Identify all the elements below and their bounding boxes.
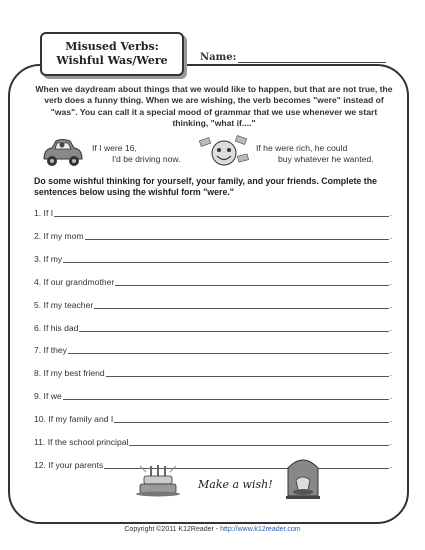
name-blank-line[interactable] xyxy=(238,52,386,63)
example-1-line-2: I'd be driving now. xyxy=(112,154,181,164)
sentence-period: . xyxy=(389,414,392,425)
sentence-period: . xyxy=(389,459,392,470)
answer-blank-line[interactable] xyxy=(106,368,389,377)
sentence-period: . xyxy=(389,208,392,218)
sentence-item xyxy=(34,229,392,241)
sentence-item xyxy=(34,252,392,264)
sentence-item xyxy=(34,206,392,218)
answer-blank-line[interactable] xyxy=(54,208,389,217)
answer-blank-line[interactable] xyxy=(85,231,389,240)
sentence-period: . xyxy=(389,345,392,356)
make-a-wish-text: Make a wish! xyxy=(198,478,273,491)
sentence-item xyxy=(34,321,392,333)
sentence-period: . xyxy=(389,322,392,333)
sentence-prompt: 1. If I xyxy=(34,208,54,218)
example-2-line-2: buy whatever he wanted. xyxy=(278,154,374,164)
sentence-period: . xyxy=(389,368,392,379)
name-label: Name: xyxy=(200,52,237,63)
sentence-prompt: 3. If my xyxy=(34,253,63,264)
sentence-item xyxy=(34,435,392,447)
sentence-item xyxy=(34,389,392,401)
answer-blank-line[interactable] xyxy=(63,254,388,263)
answer-blank-line[interactable] xyxy=(115,277,388,286)
examples-row xyxy=(0,135,425,171)
sentence-prompt: 6. If his dad xyxy=(34,322,79,333)
sentence-period: . xyxy=(389,437,392,447)
sentence-period: . xyxy=(389,276,392,287)
sentence-item xyxy=(34,275,392,287)
sentence-period: . xyxy=(389,391,392,402)
sentence-item xyxy=(34,412,392,424)
sentence-prompt: 12. If your parents xyxy=(34,459,104,470)
money-face-icon xyxy=(198,135,250,171)
sentence-prompt: 9. If we xyxy=(34,391,62,402)
sentence-prompt: 8. If my best friend xyxy=(34,368,105,379)
sentence-item xyxy=(34,366,392,378)
example-1-line-1: If I were 16, xyxy=(92,143,137,153)
intro-paragraph: When we daydream about things that we would like to happen, but that are not true, the verb does a funny thing. When we are wishing, the verb becomes "were" instead of "was". You can call it a special mood of grammar that we use whenever we start thinking, "what if...." xyxy=(35,84,393,129)
sentence-prompt: 5. If my teacher xyxy=(34,299,94,310)
birthday-cake-icon xyxy=(132,462,184,498)
answer-blank-line[interactable] xyxy=(68,345,389,354)
answer-blank-line[interactable] xyxy=(114,414,388,423)
example-2-line-1: If he were rich, he could xyxy=(256,143,348,153)
answer-blank-line[interactable] xyxy=(129,437,388,446)
copyright-line xyxy=(0,526,425,533)
sentence-prompt: 7. If they xyxy=(34,345,67,356)
title-line-2: Wishful Was/Were xyxy=(56,54,168,67)
title-line-1: Misused Verbs: xyxy=(65,40,159,53)
k12reader-link[interactable]: http://www.k12reader.com xyxy=(220,526,301,533)
sentence-item xyxy=(34,343,392,355)
sentence-period: . xyxy=(389,253,392,264)
sentence-period: . xyxy=(389,299,392,310)
worksheet-title-box xyxy=(40,32,184,76)
answer-blank-line[interactable] xyxy=(79,323,388,332)
answer-blank-line[interactable] xyxy=(94,300,388,309)
sentence-item xyxy=(34,458,392,470)
instructions: Do some wishful thinking for yourself, your family, and your friends. Complete the sentences below using the wishful form "were." xyxy=(34,176,377,197)
worksheet-frame xyxy=(8,64,409,524)
sentence-prompt: 10. If my family and I xyxy=(34,414,114,425)
copyright-text: Copyright ©2011 K12Reader - xyxy=(124,526,221,533)
genie-lamp-icon xyxy=(282,452,324,500)
sentence-prompt: 11. If the school principal xyxy=(34,437,129,447)
sentence-prompt: 4. If our grandmother xyxy=(34,276,115,287)
car-icon xyxy=(38,137,86,169)
sentence-prompt: 2. If my mom xyxy=(34,230,84,241)
sentence-item xyxy=(34,298,392,310)
name-field[interactable] xyxy=(200,52,386,63)
answer-blank-line[interactable] xyxy=(63,391,389,400)
sentence-period: . xyxy=(389,230,392,241)
